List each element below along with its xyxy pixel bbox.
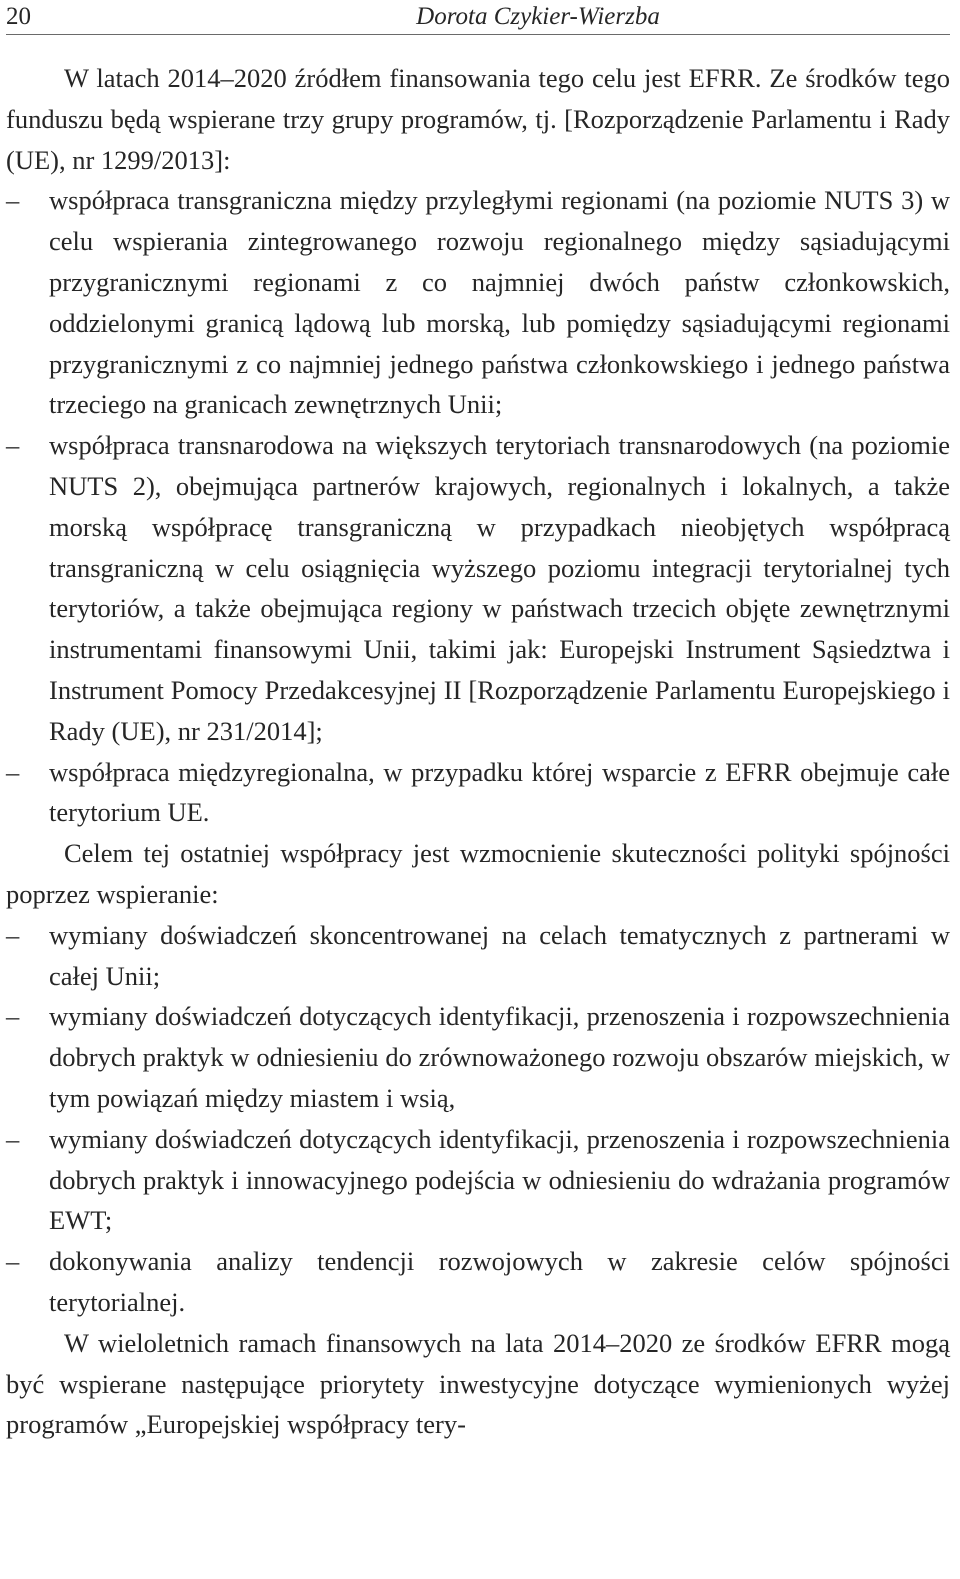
list-item [6, 752, 950, 834]
program-groups-list [6, 180, 950, 833]
running-title: Dorota Czykier-Wierzba [416, 3, 660, 30]
list-item [6, 425, 950, 751]
list-item-text: wymiany doświadczeń dotyczących identyfikacji, przenoszenia i rozpowszechnienia dobrych praktyk i innowacyjnego podejścia w odniesieniu do wdrażania programów EWT; [49, 1123, 950, 1236]
paragraph-2: Celem tej ostatniej współpracy jest wzmocnienie skuteczności polityki spójności poprzez wspieranie: [6, 838, 950, 909]
dash-bullet: – [6, 430, 20, 461]
cooperation-goals-list [6, 915, 950, 1323]
list-item-text: wymiany doświadczeń skoncentrowanej na celach tematycznych z partnerami w całej Unii; [49, 919, 950, 991]
dash-bullet: – [6, 1246, 20, 1277]
paragraph-3: W wieloletnich ramach finansowych na lata 2014–2020 ze środków EFRR mogą być wspierane następujące priorytety inwestycyjne dotyczące wymienionych wyżej programów „Europejskiej współpracy tery- [6, 1327, 950, 1440]
paragraph-1: W latach 2014–2020 źródłem finansowania tego celu jest EFRR. Ze środków tego funduszu będą wspierane trzy grupy programów, tj. [Rozporządzenie Parlamentu i Rady (UE), nr 1299/2013]: [6, 63, 950, 175]
list-item [6, 1241, 950, 1323]
list-item-text: dokonywania analizy tendencji rozwojowych w zakresie celów spójności terytorialnej. [49, 1246, 950, 1317]
dash-bullet: – [6, 1123, 20, 1154]
list-item [6, 915, 950, 997]
list-item-text: współpraca międzyregionalna, w przypadku której wsparcie z EFRR obejmuje całe terytorium UE. [49, 756, 950, 828]
list-item [6, 1119, 950, 1241]
list-item [6, 180, 950, 425]
page-number: 20 [6, 3, 31, 30]
list-item-text: współpraca transgraniczna między przyległymi regionami (na poziomie NUTS 3) w celu wspierania zintegrowanego rozwoju regionalnego między sąsiadującymi przygranicznymi regionami z co najmniej dwóch państw członkowskich, oddzielonymi granicą lądową lub morską, lub pomiędzy sąsiadującymi regionami przygranicznymi z co najmniej jednego państwa członkowskiego i jednego państwa trzeciego na granicach zewnętrznych Unii; [49, 185, 950, 420]
list-item-text: współpraca transnarodowa na większych terytoriach transnarodowych (na poziomie NUTS 2), obejmująca partnerów krajowych, regionalnych i lokalnych, a także morską współpracę transgraniczną w przypadkach nieobjętych współpracą transgraniczną w celu osiągnięcia wyższego poziomu integracji terytorialnej tych terytoriów, a także obejmująca regiony w państwach trzecich objęte zewnętrznymi instrumentami finansowymi Unii, takimi jak: Europejski Instrument Sąsiedztwa i Instrument Pomocy Przedakcesyjnej II [Rozporządzenie Parlamentu Europejskiego i Rady (UE), nr 231/2014]; [49, 430, 950, 746]
running-header [6, 0, 950, 35]
list-item-text: wymiany doświadczeń dotyczących identyfikacji, przenoszenia i rozpowszechnienia dobrych praktyk w odniesieniu do zrównoważonego rozwoju obszarów miejskich, w tym powiązań między miastem i wsią, [49, 1001, 950, 1113]
dash-bullet: – [6, 185, 20, 216]
dash-bullet: – [6, 919, 20, 950]
dash-bullet: – [6, 1001, 20, 1032]
dash-bullet: – [6, 756, 20, 787]
list-item [6, 996, 950, 1118]
body-text [6, 58, 950, 1445]
